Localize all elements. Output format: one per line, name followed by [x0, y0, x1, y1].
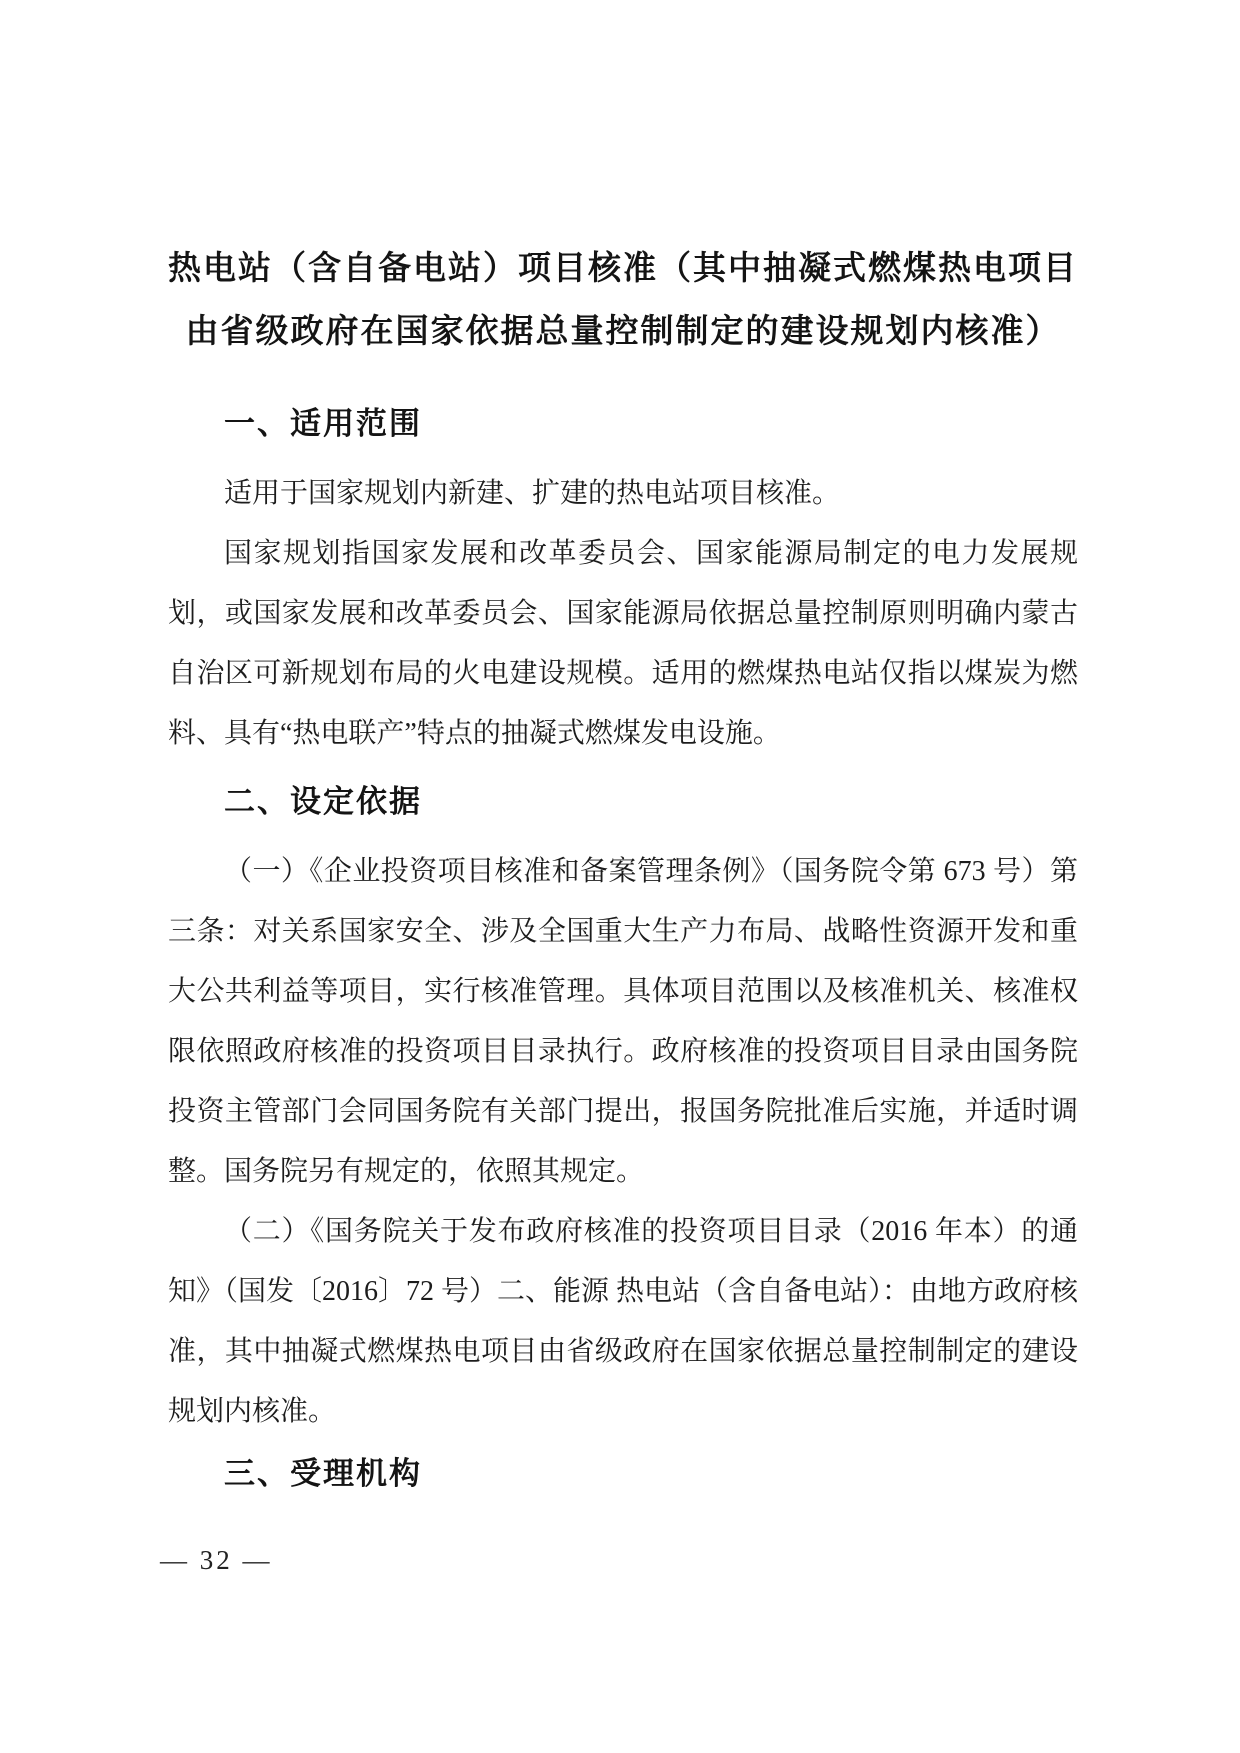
document-content: [168, 0, 1078, 1504]
document-title-line-1: 热电站（含自备电站）项目核准（其中抽凝式燃煤热电项目: [168, 251, 1078, 287]
paragraph-scope-2: 国家规划指国家发展和改革委员会、国家能源局制定的电力发展规划，或国家发展和改革委员会、国家能源局依据总量控制原则明确内蒙古自治区可新规划布局的火电建设规模。适用的燃煤热电站仅指以煤炭为燃料、具有“热电联产”特点的抽凝式燃煤发电设施。: [168, 538, 1078, 749]
section-heading-2: 二、设定依据: [224, 784, 422, 819]
paragraph-basis-2: （二）《国务院关于发布政府核准的投资项目目录（2016 年本）的通知》（国发〔2016〕72 号）二、能源 热电站（含自备电站）：由地方政府核准，其中抽凝式燃煤热电项目由省级政府在国家依据总量控制制定的建设规划内核准。: [168, 1216, 1079, 1427]
page-number: — 32 —: [160, 1545, 273, 1575]
section-heading-3: 三、受理机构: [224, 1456, 422, 1491]
document-title: [168, 0, 1078, 364]
document-title-line-2: 由省级政府在国家依据总量控制制定的建设规划内核准）: [185, 314, 1061, 350]
paragraph-basis-1: （一）《企业投资项目核准和备案管理条例》（国务院令第 673 号）第三条：对关系国家安全、涉及全国重大生产力布局、战略性资源开发和重大公共利益等项目，实行核准管理。具体项目范围以及核准机关、核准权限依照政府核准的投资项目目录执行。政府核准的投资项目目录由国务院投资主管部门会同国务院有关部门提出，报国务院批准后实施，并适时调整。国务院另有规定的，依照其规定。: [168, 856, 1078, 1187]
paragraph-scope-1: 适用于国家规划内新建、扩建的热电站项目核准。: [224, 478, 841, 509]
section-heading-1: 一、适用范围: [224, 406, 422, 441]
